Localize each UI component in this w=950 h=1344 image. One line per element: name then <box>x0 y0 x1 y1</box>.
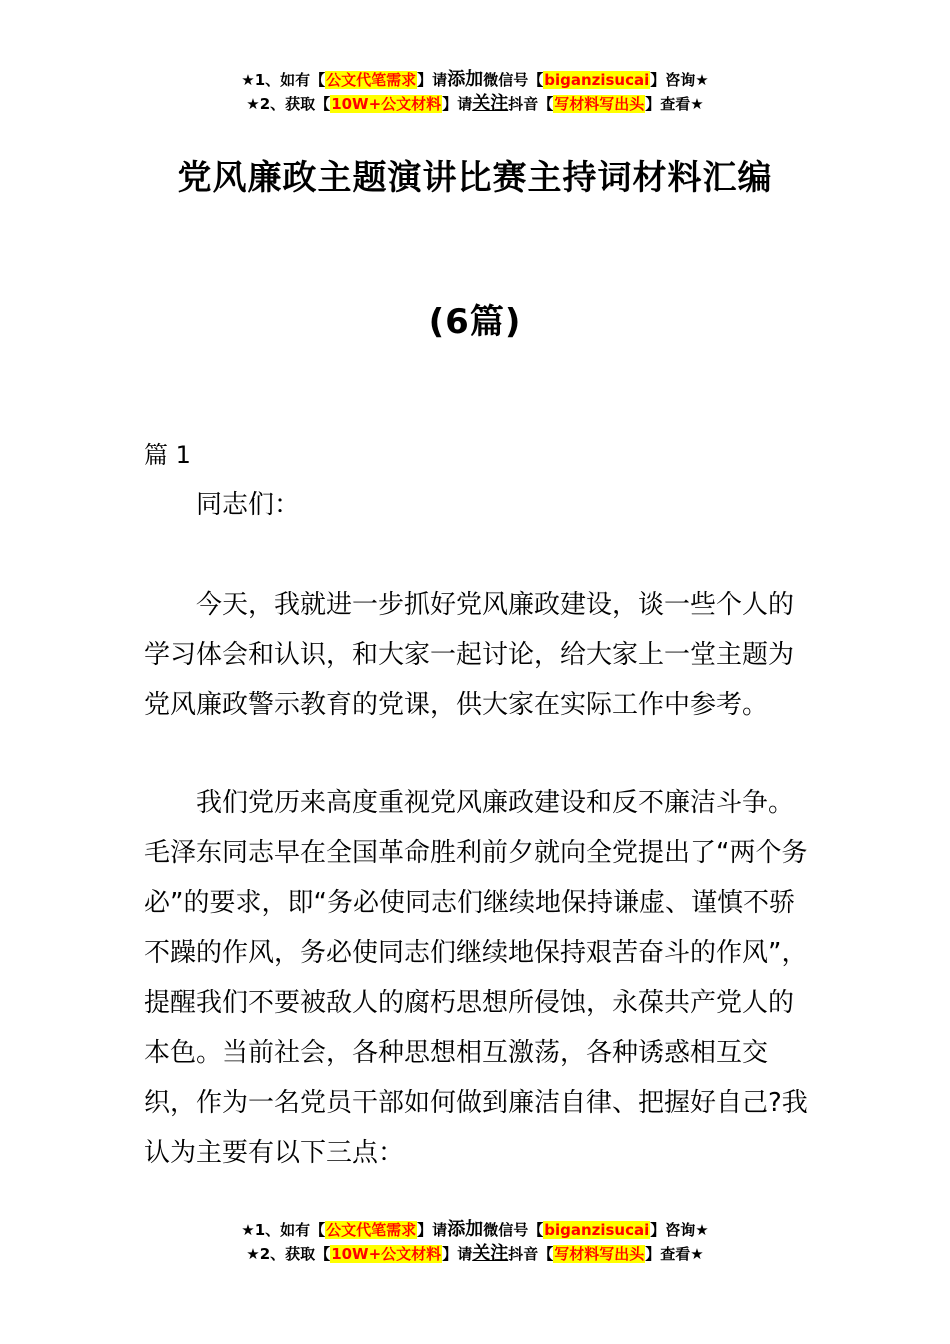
document-subtitle: (6篇) <box>428 302 522 342</box>
banner-text: 】请 <box>442 95 473 113</box>
banner-text: 微信号【 <box>483 71 544 89</box>
highlight-douyin: 写材料写出头 <box>554 95 645 113</box>
document-title: 党风廉政主题演讲比赛主持词材料汇编 <box>177 158 773 198</box>
highlight-douyin: 写材料写出头 <box>554 1245 645 1263</box>
banner-text: 1、如有【 <box>254 1221 326 1239</box>
banner-text: 】咨询★ <box>650 1221 709 1239</box>
banner-line-2 <box>0 1242 950 1266</box>
banner-emphasis: 添加 <box>447 69 484 90</box>
greeting: 同志们： <box>196 490 301 520</box>
banner-text: 】请 <box>417 1221 448 1239</box>
banner-text: 】查看★ <box>645 1245 704 1263</box>
star-icon: ★ <box>246 1245 260 1263</box>
banner-text: 1、如有【 <box>254 71 326 89</box>
banner-text: 2、获取【 <box>259 95 331 113</box>
banner-line-1 <box>0 1218 950 1242</box>
banner-line-1 <box>0 68 950 92</box>
banner-emphasis: 添加 <box>447 1219 484 1240</box>
banner-text: 】咨询★ <box>650 71 709 89</box>
banner-emphasis: 关注 <box>472 93 509 114</box>
banner-emphasis: 关注 <box>472 1243 509 1264</box>
section-label: 篇 1 <box>144 441 191 469</box>
highlight-wechat-id: biganzisucai <box>544 71 650 89</box>
banner-text: 抖音【 <box>508 95 554 113</box>
highlight-wechat-id: biganzisucai <box>544 1221 650 1239</box>
highlight-ghostwriting: 公文代笔需求 <box>326 1221 417 1239</box>
banner-text: 】请 <box>417 71 448 89</box>
paragraph-2: 我们党历来高度重视党风廉政建设和反不廉洁斗争。毛泽东同志早在全国革命胜利前夕就向全党提出了“两个务必”的要求，即“务必使同志们继续地保持谦虚、谨慎不骄不躁的作风，务必使同志们继续地保持艰苦奋斗的作风”，提醒我们不要被敌人的腐朽思想所侵蚀，永葆共产党人的本色。当前社会，各种思想相互激荡，各种诱惑相互交织，作为一名党员干部如何做到廉洁自律、把握好自己?我认为主要有以下三点： <box>144 788 808 1168</box>
banner-text: 微信号【 <box>483 1221 544 1239</box>
bottom-banner <box>0 1218 950 1266</box>
paragraph-1: 今天，我就进一步抓好党风廉政建设，谈一些个人的学习体会和认识，和大家一起讨论，给大家上一堂主题为党风廉政警示教育的党课，供大家在实际工作中参考。 <box>144 590 795 720</box>
highlight-materials: 10W+公文材料 <box>331 1245 442 1263</box>
top-banner <box>0 68 950 116</box>
banner-text: 】请 <box>442 1245 473 1263</box>
highlight-ghostwriting: 公文代笔需求 <box>326 71 417 89</box>
banner-text: 】查看★ <box>645 95 704 113</box>
star-icon: ★ <box>241 1221 255 1239</box>
star-icon: ★ <box>241 71 255 89</box>
banner-text: 抖音【 <box>508 1245 554 1263</box>
highlight-materials: 10W+公文材料 <box>331 95 442 113</box>
star-icon: ★ <box>246 95 260 113</box>
banner-text: 2、获取【 <box>259 1245 331 1263</box>
banner-line-2 <box>0 92 950 116</box>
